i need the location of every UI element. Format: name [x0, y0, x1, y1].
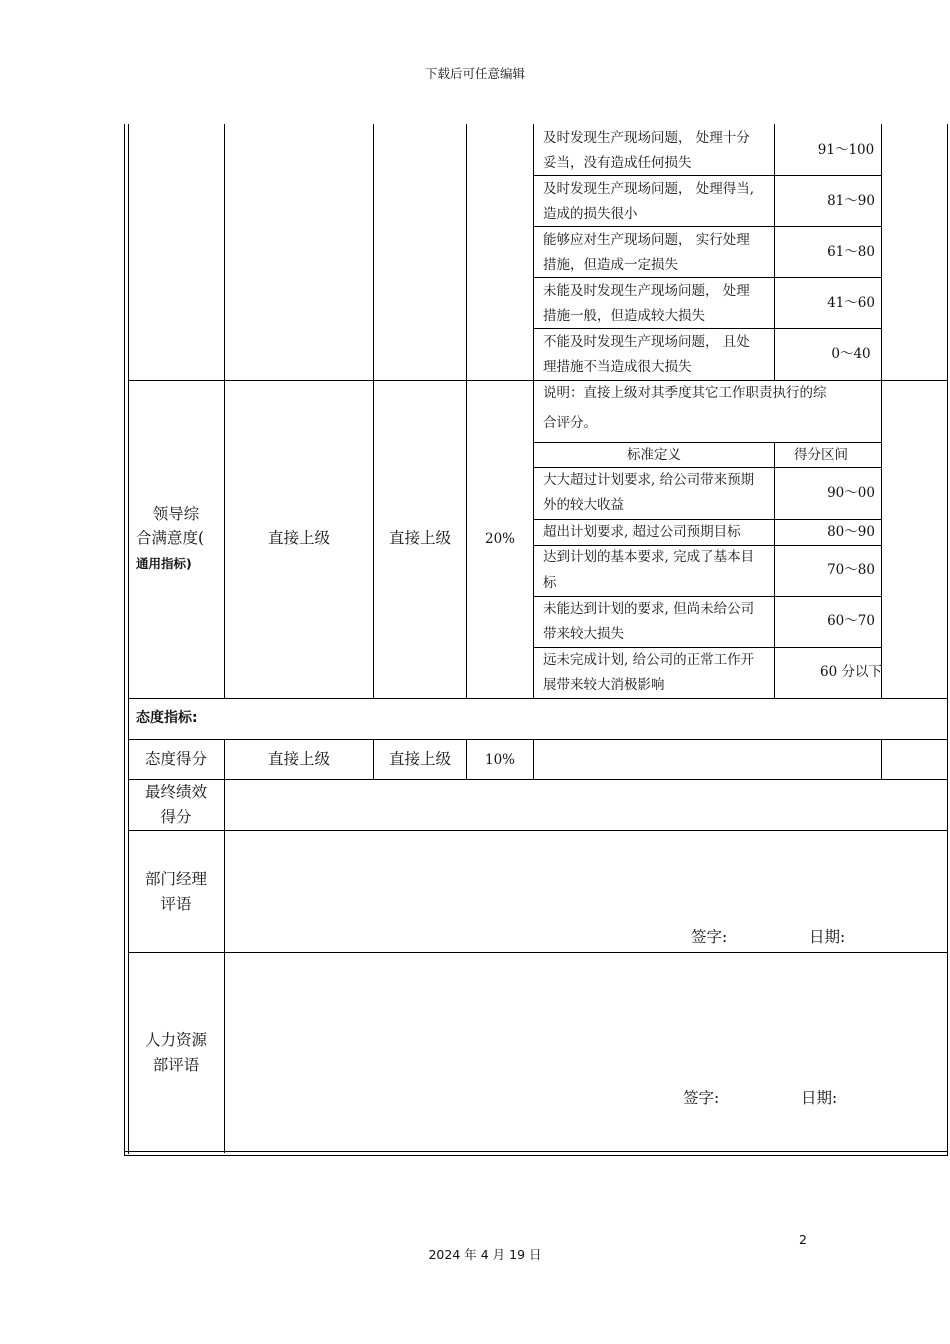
- criterion-score: 80～90: [827, 524, 875, 540]
- criterion-desc: 远未完成计划, 给公司的正常工作开: [543, 652, 755, 668]
- criterion-desc: 理措施不当造成很大损失: [543, 359, 692, 375]
- criterion-desc: 超出计划要求, 超过公司预期目标: [543, 524, 741, 540]
- dept-manager-comment-field[interactable]: [226, 832, 946, 920]
- criterion-desc: 未能及时发现生产现场问题， 处理: [543, 283, 750, 299]
- criterion-score: 70～80: [827, 562, 875, 578]
- criterion-score: 61～80: [827, 244, 875, 260]
- criterion-desc: 能够应对生产现场问题， 实行处理: [543, 232, 750, 248]
- criterion-desc: 展带来较大消极影响: [543, 677, 665, 693]
- criterion-desc: 造成的损失很小: [543, 206, 638, 222]
- final-score-label: 最终绩效: [144, 783, 207, 801]
- signature-label: 签字:: [683, 1089, 720, 1107]
- final-score-field[interactable]: [226, 781, 946, 829]
- criterion-score: 60 分以下: [820, 664, 882, 680]
- leadership-note: 合评分。: [543, 415, 597, 431]
- criterion-desc: 未能达到计划的要求, 但尚未给公司: [543, 601, 755, 617]
- final-score-label: 得分: [160, 808, 192, 826]
- header-score-range: 得分区间: [794, 447, 848, 463]
- weight: 20%: [484, 531, 515, 547]
- criterion-desc: 不能及时发现生产现场问题， 且处: [543, 334, 750, 350]
- signature-label: 签字:: [691, 928, 728, 946]
- criterion-score: 90～00: [827, 485, 875, 501]
- criterion-score: 41～60: [827, 295, 875, 311]
- criterion-desc: 带来较大损失: [543, 626, 624, 642]
- criterion-score: 81～90: [827, 193, 875, 209]
- leadership-note: 说明：直接上级对其季度其它工作职责执行的综: [543, 385, 827, 401]
- date-label: 日期:: [809, 928, 846, 946]
- indicator-name: 合满意度(: [136, 529, 205, 547]
- page-number: 2: [799, 1232, 807, 1247]
- dept-manager-label: 评语: [160, 895, 192, 913]
- header-standard-definition: 标准定义: [627, 447, 681, 463]
- weight: 10%: [484, 752, 515, 768]
- criterion-desc: 妥当，没有造成任何损失: [543, 155, 692, 171]
- footer-date: 2024 年 4 月 19 日: [428, 1247, 542, 1262]
- indicator-tag: 通用指标): [136, 556, 192, 571]
- criterion-score: 0～40: [831, 346, 871, 362]
- attitude-section-title: 态度指标:: [136, 710, 198, 726]
- indicator-name: 领导综: [152, 505, 200, 523]
- evaluator: 直接上级: [267, 529, 330, 547]
- criterion-desc: 标: [543, 575, 557, 591]
- evaluator: 直接上级: [267, 750, 330, 768]
- criterion-desc: 及时发现生产现场问题， 处理得当,: [543, 181, 755, 197]
- hr-label: 人力资源: [144, 1031, 207, 1049]
- criterion-score: 60～70: [827, 613, 875, 629]
- date-label: 日期:: [801, 1089, 838, 1107]
- header-note: 下载后可任意编辑: [424, 66, 525, 81]
- indicator-name: 态度得分: [144, 750, 207, 768]
- dept-manager-label: 部门经理: [144, 870, 207, 888]
- hr-label: 部评语: [152, 1056, 200, 1074]
- criterion-score: 91～100: [817, 142, 875, 158]
- criterion-desc: 大大超过计划要求, 给公司带来预期: [543, 472, 755, 488]
- criterion-desc: 措施，但造成一定损失: [543, 257, 678, 273]
- evaluator: 直接上级: [388, 750, 451, 768]
- criterion-desc: 达到计划的基本要求, 完成了基本目: [543, 549, 755, 565]
- criterion-desc: 外的较大收益: [543, 497, 624, 513]
- hr-comment-field[interactable]: [226, 954, 946, 1082]
- criterion-desc: 及时发现生产现场问题， 处理十分: [543, 130, 750, 146]
- criterion-desc: 措施一般，但造成较大损失: [543, 308, 705, 324]
- evaluator: 直接上级: [388, 529, 451, 547]
